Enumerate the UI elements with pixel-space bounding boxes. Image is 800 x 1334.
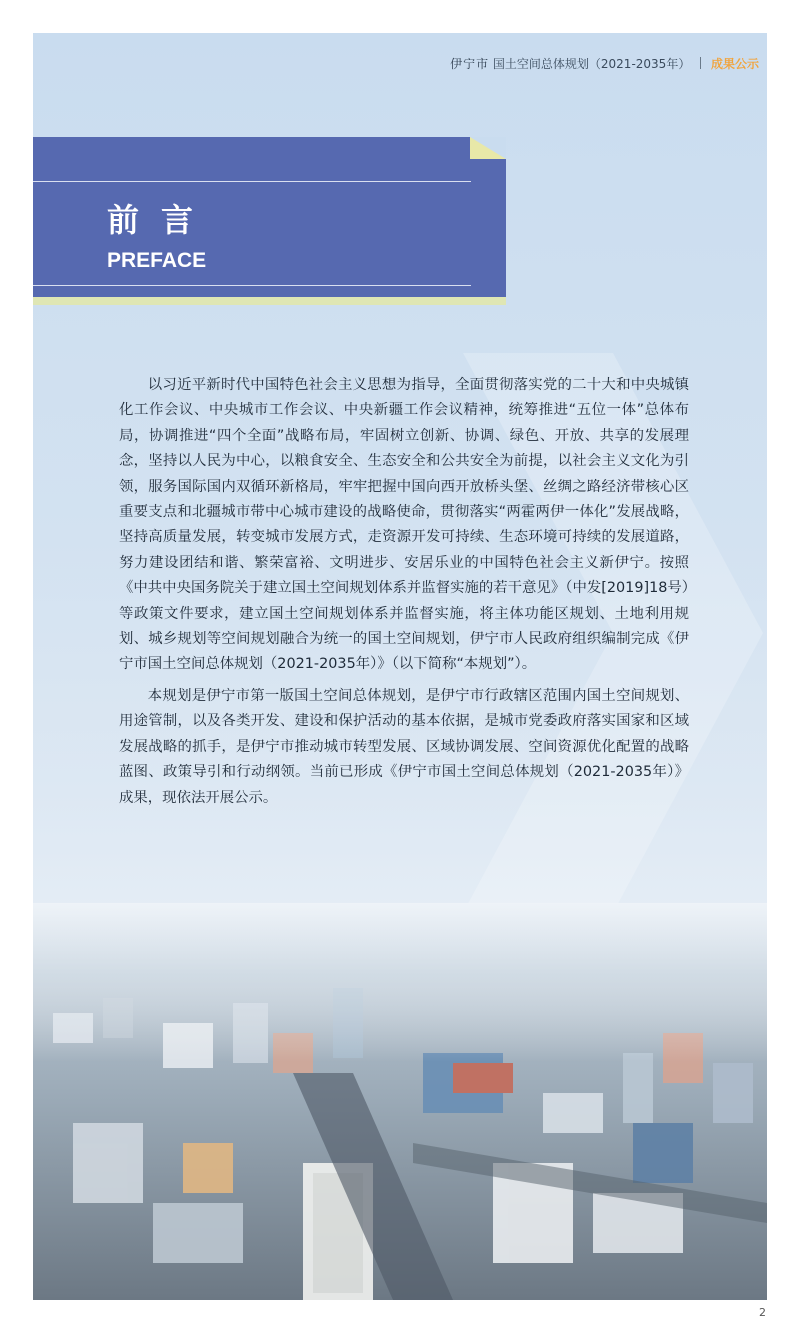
header-divider [700,57,701,69]
preface-body [119,373,689,817]
section-title: 前言 [107,201,216,239]
preface-paragraph-1: 以习近平新时代中国特色社会主义思想为指导，全面贯彻落实党的二十大和中央城镇化工作会议、中央城市工作会议、中央新疆工作会议精神，统筹推进“五位一体”总体布局，协调推进“四个全面”战略布局，牢固树立创新、协调、绿色、开放、共享的发展理念，坚持以人民为中心，以粮食安全、生态安全和公共安全为前提，以社会主义文化为引领，服务国际国内双循环新格局，牢牢把握中国向西开放桥头堡、丝绸之路经济带核心区重要支点和北疆城市带中心城市建设的战略使命，贯彻落实“两霍两伊一体化”发展战略，坚持高质量发展，转变城市发展方式，走资源开发可持续、生态环境可持续的发展道路，努力建设团结和谐、繁荣富裕、文明进步、安居乐业的中国特色社会主义新伊宁。按照《中共中央国务院关于建立国土空间规划体系并监督实施的若干意见》（中发[2019]18号）等政策文件要求，建立国土空间规划体系并监督实施，将主体功能区规划、土地利用规划、城乡规划等空间规划融合为统一的国土空间规划，伊宁市人民政府组织编制完成《伊宁市国土空间总体规划（2021-2035年）》（以下简称“本规划”）。 [119,377,689,673]
page-header [450,55,759,72]
header-tag: 成果公示 [710,57,759,71]
page [33,33,767,1300]
preface-paragraph-2: 本规划是伊宁市第一版国土空间总体规划，是伊宁市行政辖区范围内国土空间规划、用途管制，以及各类开发、建设和保护活动的基本依据，是城市党委政府落实国家和区域发展战略的抓手，是伊宁市推动城市转型发展、区域协调发展、空间资源优化配置的战略蓝图、政策导引和行动纲领。当前已形成《伊宁市国土空间总体规划（2021-2035年）》成果，现依法开展公示。 [119,687,689,806]
banner-fold-corner [470,137,506,159]
header-plan-title: 国土空间总体规划（2021-2035年） [492,57,691,71]
section-subtitle: PREFACE [107,249,207,272]
banner-rule-bottom [33,285,471,286]
header-city: 伊宁市 [450,57,490,71]
city-aerial-photo [33,903,767,1300]
page-number: 2 [759,1306,766,1319]
section-banner [33,137,506,297]
banner-rule-top [33,181,471,182]
